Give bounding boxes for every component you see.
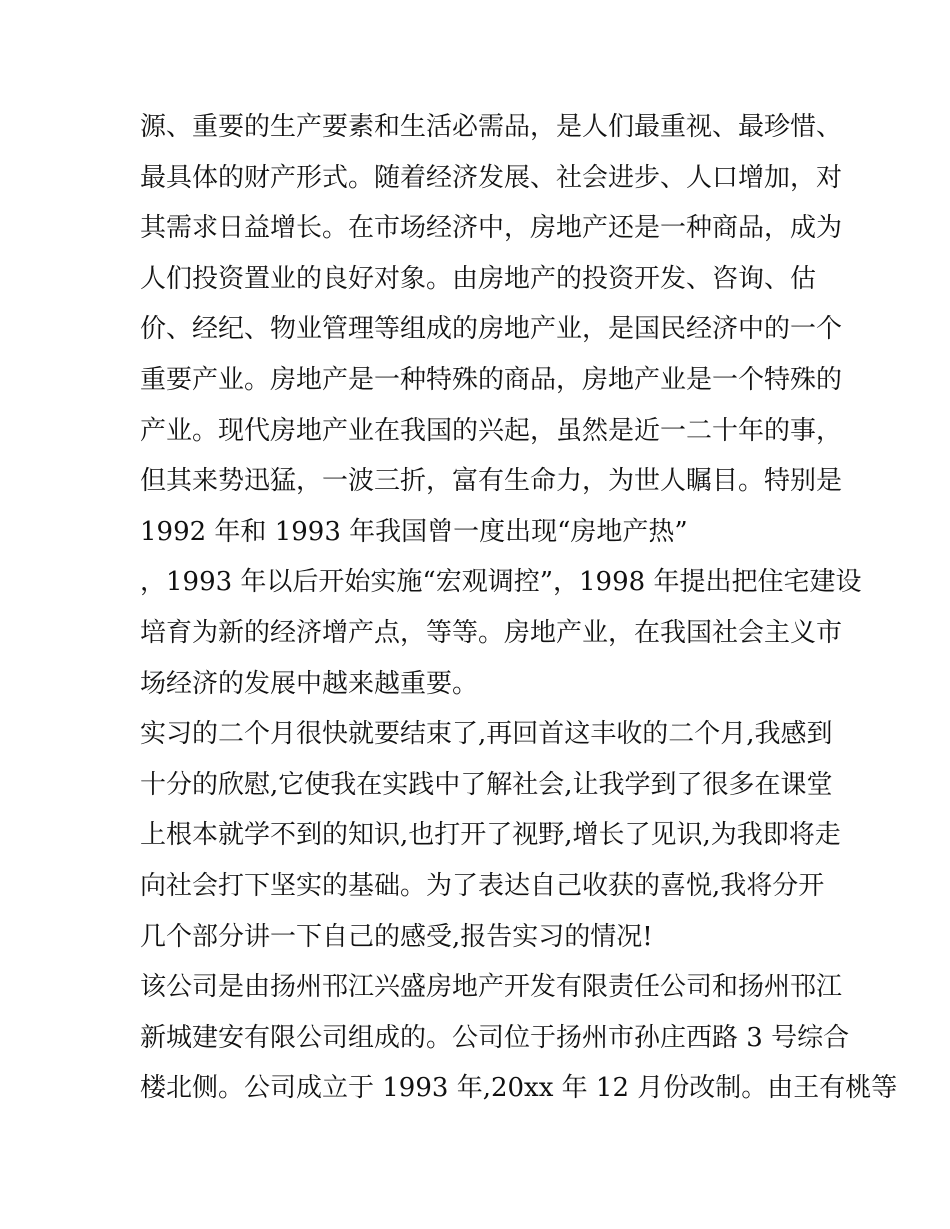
- text-line: 楼北侧。公司成立于 1993 年,20xx 年 12 月份改制。由王有桃等: [140, 1073, 898, 1104]
- text-line: 场经济的发展中越来越重要。: [140, 668, 479, 699]
- text-line: 上根本就学不到的知识,也打开了视野,增长了见识,为我即将走: [140, 820, 841, 851]
- text-line: 但其来势迅猛，一波三折，富有生命力，为世人瞩目。特别是: [140, 466, 843, 497]
- text-line: 重要产业。房地产是一种特殊的商品，房地产业是一个特殊的: [140, 364, 843, 395]
- text-line: 价、经纪、物业管理等组成的房地产业，是国民经济中的一个: [140, 314, 843, 345]
- text-line: 该公司是由扬州邗江兴盛房地产开发有限责任公司和扬州邗江: [140, 972, 843, 1003]
- text-line: 向社会打下坚实的基础。为了表达自己收获的喜悦,我将分开: [140, 870, 825, 901]
- text-line: 培育为新的经济增产点，等等。房地产业，在我国社会主义市: [140, 617, 843, 648]
- text-line: 人们投资置业的良好对象。由房地产的投资开发、咨询、估: [140, 263, 817, 294]
- text-line: 最具体的财产形式。随着经济发展、社会进步、人口增加，对: [140, 162, 843, 193]
- text-line: 几个部分讲一下自己的感受,报告实习的情况!: [140, 921, 653, 952]
- text-line: 新城建安有限公司组成的。公司位于扬州市孙庄西路 3 号综合: [140, 1022, 850, 1053]
- text-line: 实习的二个月很快就要结束了,再回首这丰收的二个月,我感到: [140, 719, 833, 750]
- text-line: 十分的欣慰,它使我在实践中了解社会,让我学到了很多在课堂: [140, 769, 833, 800]
- text-line: 产业。现代房地产业在我国的兴起，虽然是近一二十年的事，: [140, 415, 843, 446]
- text-line: 1992 年和 1993 年我国曾一度出现“房地产热”: [140, 516, 688, 547]
- text-line: 其需求日益增长。在市场经济中，房地产还是一种商品，成为: [140, 213, 843, 244]
- text-line: 源、重要的生产要素和生活必需品，是人们最重视、最珍惜、: [140, 112, 843, 142]
- text-line: ，1993 年以后开始实施“宏观调控”，1998 年提出把住宅建设: [140, 567, 862, 598]
- body-text: [140, 102, 898, 1114]
